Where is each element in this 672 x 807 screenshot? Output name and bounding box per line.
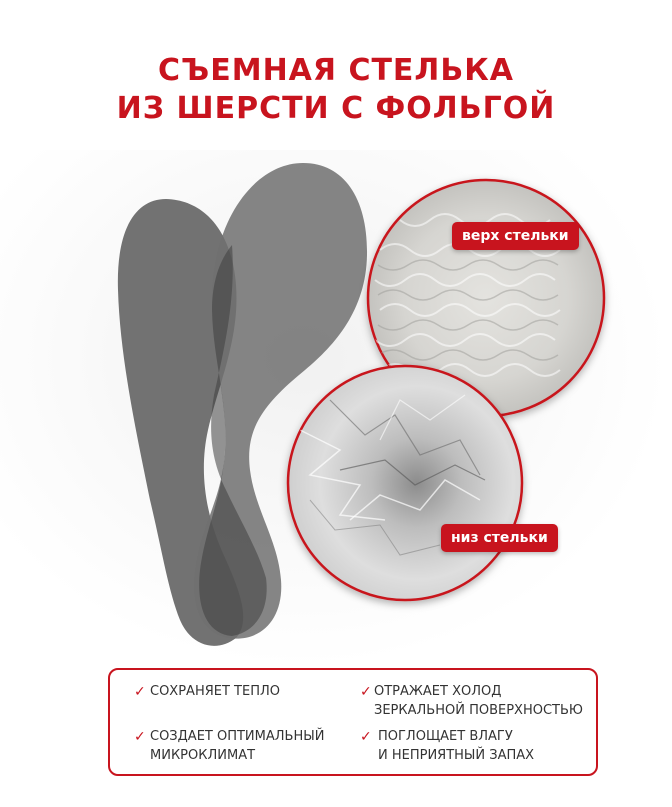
feature-microclimate: СОЗДАЕТ ОПТИМАЛЬНЫЙ МИКРОКЛИМАТ (150, 729, 325, 763)
checkmark-icon: ✓ (360, 683, 372, 699)
label-top-side: верх стельки (452, 222, 579, 250)
foil-closeup (288, 366, 522, 600)
checkmark-icon: ✓ (134, 683, 146, 699)
title-line-1: СЪЕМНАЯ СТЕЛЬКА (158, 53, 514, 88)
checkmark-icon: ✓ (134, 728, 146, 744)
feature-reflects-cold: ОТРАЖАЕТ ХОЛОД ЗЕРКАЛЬНОЙ ПОВЕРХНОСТЬЮ (374, 684, 583, 718)
title-line-2: ИЗ ШЕРСТИ С ФОЛЬГОЙ (116, 91, 556, 126)
label-bottom-side: низ стельки (441, 524, 558, 552)
feature-keeps-warm: СОХРАНЯЕТ ТЕПЛО (150, 684, 280, 699)
feature-absorbs-moisture: ПОГЛОЩАЕТ ВЛАГУ И НЕПРИЯТНЫЙ ЗАПАХ (378, 729, 535, 763)
checkmark-icon: ✓ (360, 728, 372, 744)
features-box (108, 668, 598, 776)
